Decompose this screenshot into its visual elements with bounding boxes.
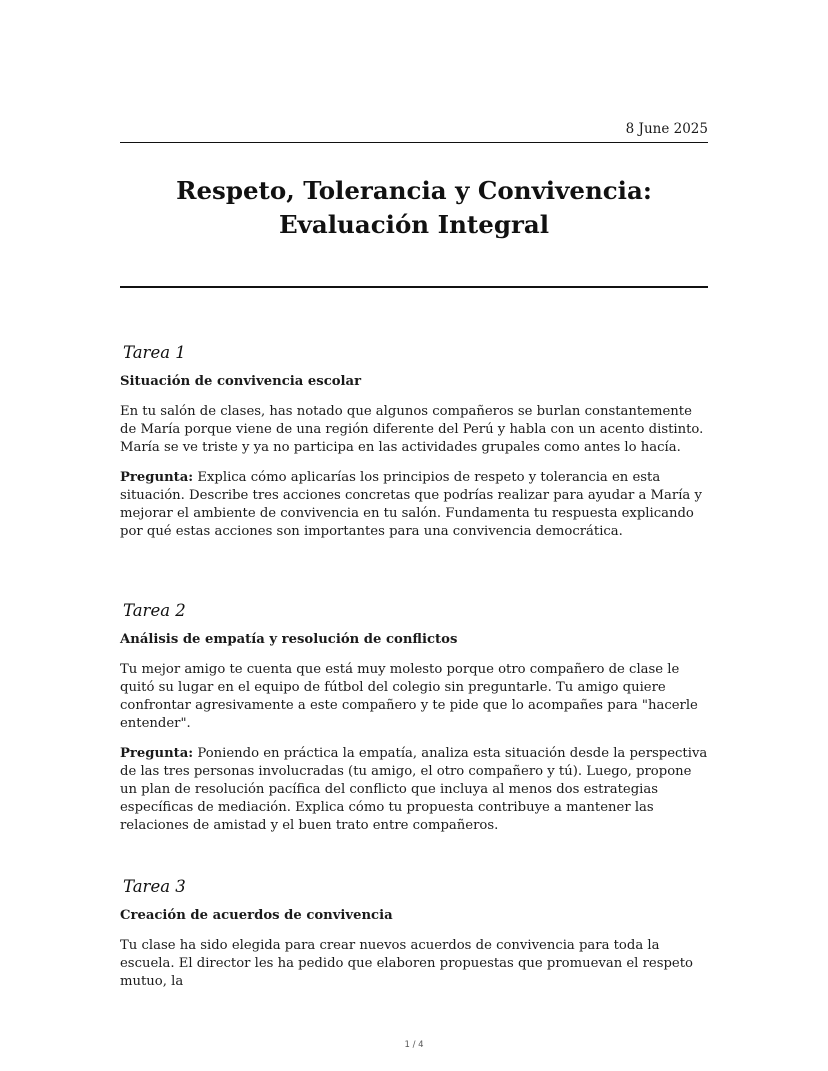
question-label: Pregunta: [120, 470, 194, 485]
document-date: 8 June 2025 [625, 121, 708, 137]
question-text: Explica cómo aplicarías los principios de respeto y tolerancia en esta situación. Describe tres acciones concretas que podrías realizar para ayudar a María y mejorar el ambiente de convivencia en tu salón. Fundamenta tu respuesta explicando por qué estas acciones son importantes para una convivencia democrática. [120, 470, 702, 539]
task-subtitle: Análisis de empatía y resolución de conflictos [120, 632, 458, 647]
task-subtitle: Situación de convivencia escolar [120, 374, 362, 389]
question-text: Poniendo en práctica la empatía, analiza esta situación desde la perspectiva de las tres personas involucradas (tu amigo, el otro compañero y tú). Luego, propone un plan de resolución pacífica del conflicto que incluya al menos dos estrategias específicas de mediación. Explica cómo tu propuesta contribuye a mantener las relaciones de amistad y el buen trato entre compañeros. [120, 746, 708, 833]
task-question [120, 469, 708, 541]
header-divider [120, 142, 708, 143]
task-subtitle: Creación de acuerdos de convivencia [120, 908, 393, 923]
document-title: Respeto, Tolerancia y Convivencia: Evaluación Integral [176, 176, 652, 239]
task-3 [120, 876, 708, 991]
task-question [120, 745, 708, 835]
task-heading: Tarea 2 [123, 601, 186, 620]
title-divider [120, 286, 708, 288]
page-indicator: 1 / 4 [404, 1040, 424, 1050]
task-heading: Tarea 1 [123, 343, 186, 362]
task-2 [120, 600, 708, 835]
task-1 [120, 342, 708, 541]
task-scenario: Tu clase ha sido elegida para crear nuevos acuerdos de convivencia para toda la escuela. El director les ha pedido que elaboren propuestas que promuevan el respeto mutuo, la [120, 938, 693, 989]
document-page [120, 0, 708, 1071]
task-scenario: Tu mejor amigo te cuenta que está muy molesto porque otro compañero de clase le quitó su lugar en el equipo de fútbol del colegio sin preguntarle. Tu amigo quiere confrontar agresivamente a este compañero y te pide que lo acompañes para "hacerle entender". [120, 662, 698, 731]
task-scenario: En tu salón de clases, has notado que algunos compañeros se burlan constantemente de María porque viene de una región diferente del Perú y habla con un acento distinto. María se ve triste y ya no participa en las actividades grupales como antes lo hacía. [120, 404, 704, 455]
task-heading: Tarea 3 [123, 877, 186, 896]
question-label: Pregunta: [120, 746, 194, 761]
